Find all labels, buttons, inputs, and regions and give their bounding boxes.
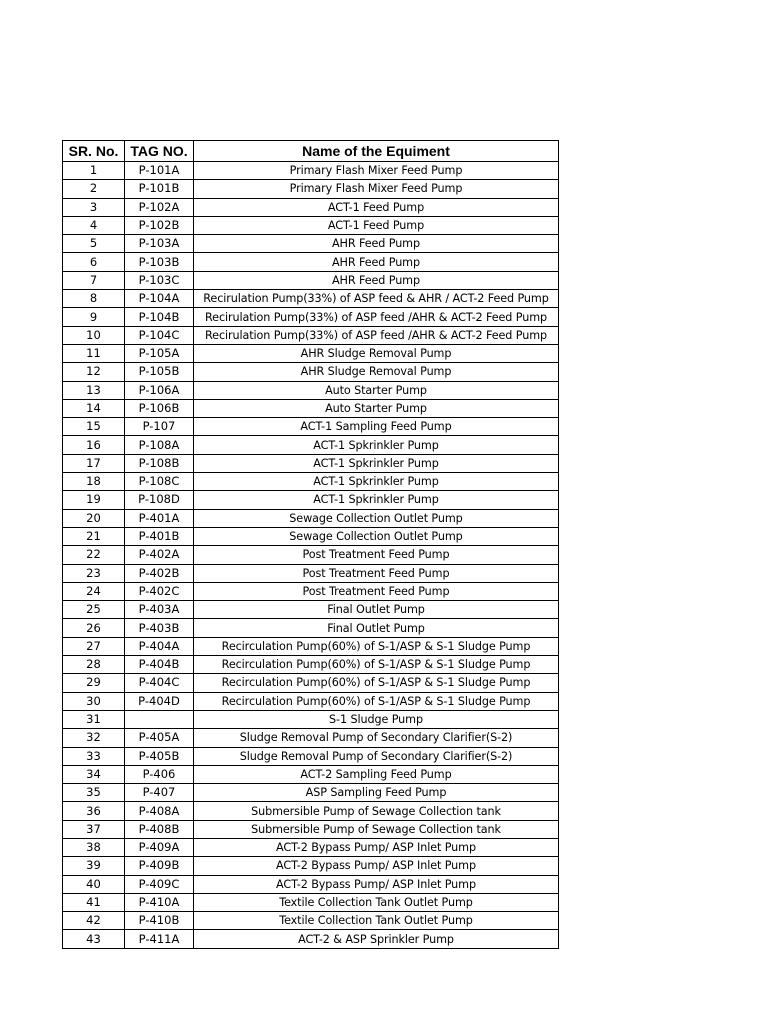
table-row (63, 527, 559, 545)
cell-equipment-name: Post Treatment Feed Pump (194, 546, 559, 564)
equipment-table (62, 140, 559, 949)
cell-sr-no: 38 (63, 838, 125, 856)
cell-sr-no: 26 (63, 619, 125, 637)
cell-tag-no: P-404A (125, 637, 194, 655)
cell-equipment-name: Sewage Collection Outlet Pump (194, 527, 559, 545)
cell-tag-no: P-108A (125, 436, 194, 454)
cell-tag-no: P-404C (125, 674, 194, 692)
table-row (63, 326, 559, 344)
cell-tag-no: P-401A (125, 509, 194, 527)
equipment-sheet (62, 140, 559, 949)
cell-tag-no: P-405B (125, 747, 194, 765)
table-row (63, 436, 559, 454)
cell-tag-no: P-104C (125, 326, 194, 344)
cell-sr-no: 23 (63, 564, 125, 582)
cell-tag-no: P-104A (125, 290, 194, 308)
table-row (63, 893, 559, 911)
cell-tag-no: P-402A (125, 546, 194, 564)
cell-sr-no: 11 (63, 344, 125, 362)
cell-sr-no: 5 (63, 235, 125, 253)
table-row (63, 363, 559, 381)
table-row (63, 637, 559, 655)
table-row (63, 875, 559, 893)
table-body (63, 162, 559, 949)
cell-equipment-name: Submersible Pump of Sewage Collection tank (194, 820, 559, 838)
cell-tag-no: P-101A (125, 162, 194, 180)
table-row (63, 418, 559, 436)
cell-tag-no: P-106A (125, 381, 194, 399)
table-row (63, 253, 559, 271)
cell-equipment-name: Auto Starter Pump (194, 399, 559, 417)
cell-tag-no: P-406 (125, 765, 194, 783)
cell-equipment-name: AHR Sludge Removal Pump (194, 363, 559, 381)
cell-equipment-name: ACT-1 Feed Pump (194, 216, 559, 234)
table-row (63, 271, 559, 289)
table-row (63, 802, 559, 820)
table-row (63, 162, 559, 180)
cell-equipment-name: Textile Collection Tank Outlet Pump (194, 893, 559, 911)
cell-equipment-name: Recirulation Pump(33%) of ASP feed /AHR & ACT-2 Feed Pump (194, 308, 559, 326)
cell-equipment-name: ACT-1 Sampling Feed Pump (194, 418, 559, 436)
table-row (63, 198, 559, 216)
cell-sr-no: 35 (63, 784, 125, 802)
table-row (63, 180, 559, 198)
cell-tag-no: P-108D (125, 491, 194, 509)
cell-tag-no: P-103A (125, 235, 194, 253)
table-row (63, 765, 559, 783)
table-row (63, 473, 559, 491)
table-row (63, 784, 559, 802)
cell-tag-no: P-409A (125, 838, 194, 856)
cell-equipment-name: Submersible Pump of Sewage Collection tank (194, 802, 559, 820)
table-row (63, 491, 559, 509)
cell-equipment-name: ACT-1 Spkrinkler Pump (194, 491, 559, 509)
cell-equipment-name: Post Treatment Feed Pump (194, 564, 559, 582)
cell-tag-no: P-105A (125, 344, 194, 362)
cell-equipment-name: Sewage Collection Outlet Pump (194, 509, 559, 527)
cell-tag-no: P-403B (125, 619, 194, 637)
cell-sr-no: 33 (63, 747, 125, 765)
table-row (63, 381, 559, 399)
cell-sr-no: 4 (63, 216, 125, 234)
cell-tag-no (125, 710, 194, 728)
cell-tag-no: P-404D (125, 692, 194, 710)
cell-equipment-name: AHR Feed Pump (194, 235, 559, 253)
table-row (63, 912, 559, 930)
cell-sr-no: 34 (63, 765, 125, 783)
table-row (63, 729, 559, 747)
table-header (63, 141, 559, 162)
table-row (63, 290, 559, 308)
cell-tag-no: P-405A (125, 729, 194, 747)
cell-sr-no: 9 (63, 308, 125, 326)
cell-equipment-name: ACT-2 Bypass Pump/ ASP Inlet Pump (194, 838, 559, 856)
cell-equipment-name: ACT-1 Feed Pump (194, 198, 559, 216)
table-row (63, 747, 559, 765)
cell-tag-no: P-411A (125, 930, 194, 948)
cell-equipment-name: Recirculation Pump(60%) of S-1/ASP & S-1 Sludge Pump (194, 656, 559, 674)
cell-sr-no: 42 (63, 912, 125, 930)
cell-sr-no: 28 (63, 656, 125, 674)
cell-equipment-name: ACT-2 Sampling Feed Pump (194, 765, 559, 783)
cell-sr-no: 36 (63, 802, 125, 820)
table-row (63, 692, 559, 710)
table-row (63, 710, 559, 728)
table-row (63, 454, 559, 472)
cell-tag-no: P-105B (125, 363, 194, 381)
cell-sr-no: 2 (63, 180, 125, 198)
cell-sr-no: 19 (63, 491, 125, 509)
cell-tag-no: P-101B (125, 180, 194, 198)
cell-sr-no: 3 (63, 198, 125, 216)
cell-sr-no: 14 (63, 399, 125, 417)
cell-sr-no: 6 (63, 253, 125, 271)
cell-sr-no: 20 (63, 509, 125, 527)
cell-equipment-name: ASP Sampling Feed Pump (194, 784, 559, 802)
table-row (63, 820, 559, 838)
cell-tag-no: P-102B (125, 216, 194, 234)
cell-tag-no: P-403A (125, 601, 194, 619)
cell-equipment-name: ACT-2 Bypass Pump/ ASP Inlet Pump (194, 857, 559, 875)
header-equipment-name: Name of the Equiment (194, 141, 559, 162)
cell-equipment-name: Primary Flash Mixer Feed Pump (194, 162, 559, 180)
cell-tag-no: P-407 (125, 784, 194, 802)
cell-sr-no: 16 (63, 436, 125, 454)
cell-sr-no: 15 (63, 418, 125, 436)
cell-sr-no: 12 (63, 363, 125, 381)
cell-equipment-name: Final Outlet Pump (194, 619, 559, 637)
cell-sr-no: 39 (63, 857, 125, 875)
table-row (63, 619, 559, 637)
cell-sr-no: 31 (63, 710, 125, 728)
table-row (63, 308, 559, 326)
table-row (63, 930, 559, 948)
header-row (63, 141, 559, 162)
table-row (63, 235, 559, 253)
table-row (63, 582, 559, 600)
cell-equipment-name: Sludge Removal Pump of Secondary Clarifier(S-2) (194, 729, 559, 747)
table-row (63, 674, 559, 692)
cell-sr-no: 40 (63, 875, 125, 893)
cell-sr-no: 29 (63, 674, 125, 692)
cell-equipment-name: Recirculation Pump(60%) of S-1/ASP & S-1 Sludge Pump (194, 637, 559, 655)
table-row (63, 857, 559, 875)
cell-equipment-name: ACT-1 Spkrinkler Pump (194, 454, 559, 472)
cell-tag-no: P-410B (125, 912, 194, 930)
table-row (63, 838, 559, 856)
cell-tag-no: P-404B (125, 656, 194, 674)
cell-tag-no: P-103C (125, 271, 194, 289)
table-row (63, 216, 559, 234)
header-sr-no: SR. No. (63, 141, 125, 162)
cell-tag-no: P-107 (125, 418, 194, 436)
table-row (63, 564, 559, 582)
cell-sr-no: 43 (63, 930, 125, 948)
cell-tag-no: P-102A (125, 198, 194, 216)
cell-equipment-name: AHR Feed Pump (194, 253, 559, 271)
header-tag-no: TAG NO. (125, 141, 194, 162)
cell-equipment-name: ACT-1 Spkrinkler Pump (194, 473, 559, 491)
cell-equipment-name: Auto Starter Pump (194, 381, 559, 399)
cell-equipment-name: S-1 Sludge Pump (194, 710, 559, 728)
cell-equipment-name: ACT-1 Spkrinkler Pump (194, 436, 559, 454)
cell-sr-no: 7 (63, 271, 125, 289)
cell-tag-no: P-408A (125, 802, 194, 820)
cell-tag-no: P-401B (125, 527, 194, 545)
cell-sr-no: 27 (63, 637, 125, 655)
cell-sr-no: 41 (63, 893, 125, 911)
cell-sr-no: 8 (63, 290, 125, 308)
table-row (63, 344, 559, 362)
cell-tag-no: P-410A (125, 893, 194, 911)
cell-equipment-name: Textile Collection Tank Outlet Pump (194, 912, 559, 930)
cell-tag-no: P-104B (125, 308, 194, 326)
cell-sr-no: 18 (63, 473, 125, 491)
table-row (63, 509, 559, 527)
cell-tag-no: P-106B (125, 399, 194, 417)
cell-equipment-name: AHR Feed Pump (194, 271, 559, 289)
cell-equipment-name: Recirulation Pump(33%) of ASP feed & AHR / ACT-2 Feed Pump (194, 290, 559, 308)
cell-equipment-name: Primary Flash Mixer Feed Pump (194, 180, 559, 198)
cell-equipment-name: Recirulation Pump(33%) of ASP feed /AHR & ACT-2 Feed Pump (194, 326, 559, 344)
cell-sr-no: 22 (63, 546, 125, 564)
cell-sr-no: 24 (63, 582, 125, 600)
table-row (63, 546, 559, 564)
cell-tag-no: P-103B (125, 253, 194, 271)
cell-equipment-name: Recirculation Pump(60%) of S-1/ASP & S-1 Sludge Pump (194, 692, 559, 710)
cell-tag-no: P-408B (125, 820, 194, 838)
cell-sr-no: 30 (63, 692, 125, 710)
cell-sr-no: 32 (63, 729, 125, 747)
cell-equipment-name: ACT-2 & ASP Sprinkler Pump (194, 930, 559, 948)
cell-tag-no: P-402C (125, 582, 194, 600)
cell-equipment-name: Sludge Removal Pump of Secondary Clarifier(S-2) (194, 747, 559, 765)
cell-equipment-name: Post Treatment Feed Pump (194, 582, 559, 600)
cell-tag-no: P-108C (125, 473, 194, 491)
cell-tag-no: P-108B (125, 454, 194, 472)
cell-equipment-name: ACT-2 Bypass Pump/ ASP Inlet Pump (194, 875, 559, 893)
table-row (63, 601, 559, 619)
cell-tag-no: P-402B (125, 564, 194, 582)
cell-sr-no: 17 (63, 454, 125, 472)
cell-tag-no: P-409B (125, 857, 194, 875)
cell-sr-no: 1 (63, 162, 125, 180)
cell-equipment-name: Recirculation Pump(60%) of S-1/ASP & S-1 Sludge Pump (194, 674, 559, 692)
cell-sr-no: 25 (63, 601, 125, 619)
cell-equipment-name: Final Outlet Pump (194, 601, 559, 619)
cell-equipment-name: AHR Sludge Removal Pump (194, 344, 559, 362)
cell-tag-no: P-409C (125, 875, 194, 893)
cell-sr-no: 10 (63, 326, 125, 344)
table-row (63, 656, 559, 674)
cell-sr-no: 13 (63, 381, 125, 399)
table-row (63, 399, 559, 417)
cell-sr-no: 37 (63, 820, 125, 838)
cell-sr-no: 21 (63, 527, 125, 545)
